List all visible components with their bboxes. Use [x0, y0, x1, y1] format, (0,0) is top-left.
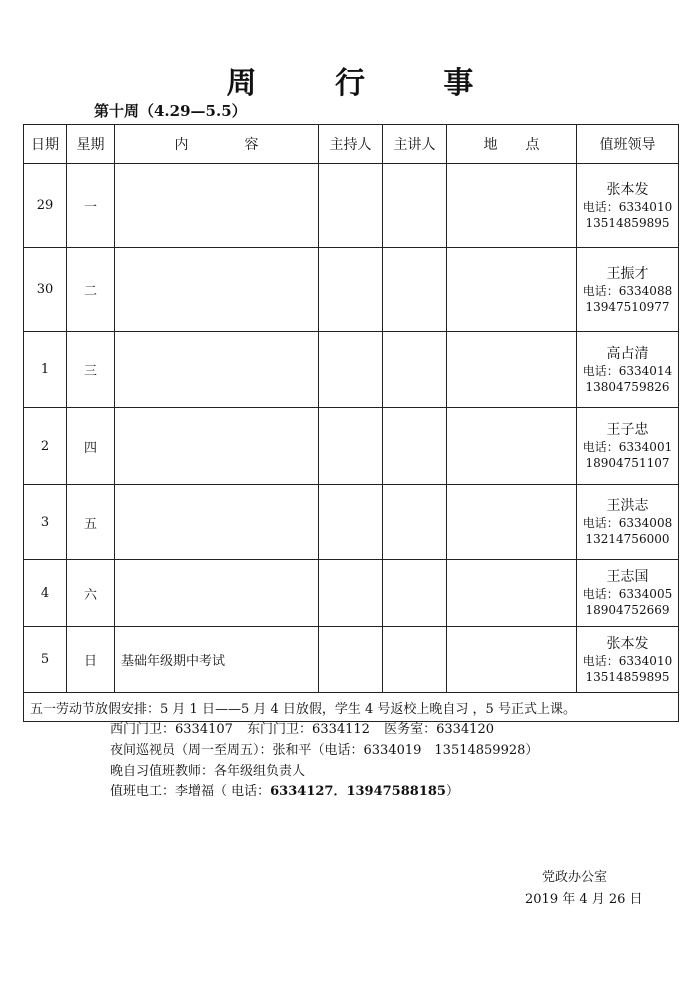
speaker-cell [383, 627, 447, 693]
week-label: 第十周（4.29—5.5） [94, 102, 247, 120]
leader-name: 张本发 [606, 635, 649, 652]
content-cell [115, 164, 319, 248]
table-row [24, 248, 679, 332]
office-signature: 党政办公室 [542, 870, 608, 885]
date-cell: 5 [24, 627, 67, 693]
host-cell [319, 560, 383, 627]
weekday-cell: 日 [67, 627, 115, 693]
header-leader: 值班领导 [577, 125, 679, 164]
location-cell [447, 485, 577, 560]
table-row [24, 560, 679, 627]
host-cell [319, 248, 383, 332]
leader-cell [577, 627, 679, 693]
table-row [24, 485, 679, 560]
speaker-cell [383, 164, 447, 248]
table-row [24, 164, 679, 248]
east-gate-phone: 东门门卫：6334112 [247, 722, 370, 737]
leader-phone: 电话：6334001 [582, 440, 673, 454]
leader-mobile: 13804759826 [585, 379, 670, 394]
electrician-label: 值班电工：李增福（ 电话： [110, 784, 271, 799]
leader-mobile: 13947510977 [585, 299, 670, 314]
leader-name: 王洪志 [606, 498, 649, 514]
leader-cell [577, 485, 679, 560]
table-row [24, 408, 679, 485]
leader-mobile: 18904752669 [585, 603, 670, 617]
clinic-phone: 医务室：6334120 [384, 722, 494, 737]
location-cell [447, 627, 577, 693]
leader-cell [577, 164, 679, 248]
table-row [24, 332, 679, 408]
date-cell: 4 [24, 560, 67, 627]
content-cell [115, 560, 319, 627]
header-host: 主持人 [319, 125, 383, 164]
leader-name: 张本发 [606, 181, 649, 198]
weekday-cell: 六 [67, 560, 115, 627]
content-cell: 基础年级期中考试 [115, 627, 319, 693]
content-cell [115, 248, 319, 332]
date-cell: 1 [24, 332, 67, 408]
weekday-cell: 一 [67, 164, 115, 248]
date-cell: 3 [24, 485, 67, 560]
speaker-cell [383, 408, 447, 485]
electrician-phone: 6334127．13947588185 [270, 784, 446, 799]
schedule-table [23, 124, 679, 722]
leader-cell [577, 248, 679, 332]
study-teachers-info: 晚自习值班教师：各年级组负责人 [110, 764, 306, 779]
location-cell [447, 164, 577, 248]
holiday-notice: 五一劳动节放假安排：5 月 1 日——5 月 4 日放假，学生 4 号返校上晚自习 ，5 号正式上课。 [24, 693, 679, 722]
host-cell [319, 332, 383, 408]
header-speaker: 主讲人 [383, 125, 447, 164]
speaker-cell [383, 485, 447, 560]
host-cell [319, 408, 383, 485]
leader-cell [577, 408, 679, 485]
leader-mobile: 13514859895 [585, 669, 670, 684]
speaker-cell [383, 560, 447, 627]
header-location: 地 点 [447, 125, 577, 164]
header-weekday: 星期 [67, 125, 115, 164]
leader-cell [577, 560, 679, 627]
weekday-cell: 三 [67, 332, 115, 408]
leader-name: 高占清 [606, 345, 649, 362]
patrol-info: 夜间巡视员（周一至周五）：张和平（电话：6334019 13514859928） [110, 743, 539, 758]
leader-phone: 电话：6334008 [582, 516, 673, 530]
location-cell [447, 332, 577, 408]
leader-phone: 电话：6334005 [582, 587, 673, 601]
electrician-info [110, 780, 459, 799]
leader-phone: 电话：6334014 [582, 363, 673, 378]
gate-contacts [110, 718, 504, 737]
signature-date: 2019 年 4 月 26 日 [525, 892, 643, 907]
electrician-close: ） [445, 784, 459, 799]
content-cell [115, 485, 319, 560]
weekday-cell: 二 [67, 248, 115, 332]
date-cell: 2 [24, 408, 67, 485]
location-cell [447, 408, 577, 485]
page-title: 周 行 事 [226, 66, 508, 101]
west-gate-phone: 西门门卫：6334107 [110, 722, 233, 737]
leader-phone: 电话：6334010 [582, 653, 673, 668]
header-date: 日期 [24, 125, 67, 164]
speaker-cell [383, 332, 447, 408]
leader-name: 王志国 [606, 569, 649, 585]
weekday-cell: 五 [67, 485, 115, 560]
leader-name: 王振才 [606, 265, 649, 282]
header-content: 内 容 [115, 125, 319, 164]
leader-mobile: 13514859895 [585, 215, 670, 230]
leader-mobile: 13214756000 [585, 532, 670, 546]
leader-phone: 电话：6334010 [582, 199, 673, 214]
host-cell [319, 627, 383, 693]
location-cell [447, 248, 577, 332]
leader-cell [577, 332, 679, 408]
content-cell [115, 332, 319, 408]
leader-phone: 电话：6334088 [582, 283, 673, 298]
date-cell: 30 [24, 248, 67, 332]
weekday-cell: 四 [67, 408, 115, 485]
speaker-cell [383, 248, 447, 332]
date-cell: 29 [24, 164, 67, 248]
leader-mobile: 18904751107 [585, 456, 670, 470]
table-row [24, 627, 679, 693]
host-cell [319, 164, 383, 248]
leader-name: 王子忠 [606, 422, 649, 438]
host-cell [319, 485, 383, 560]
content-cell [115, 408, 319, 485]
location-cell [447, 560, 577, 627]
table-header-row [24, 125, 679, 164]
